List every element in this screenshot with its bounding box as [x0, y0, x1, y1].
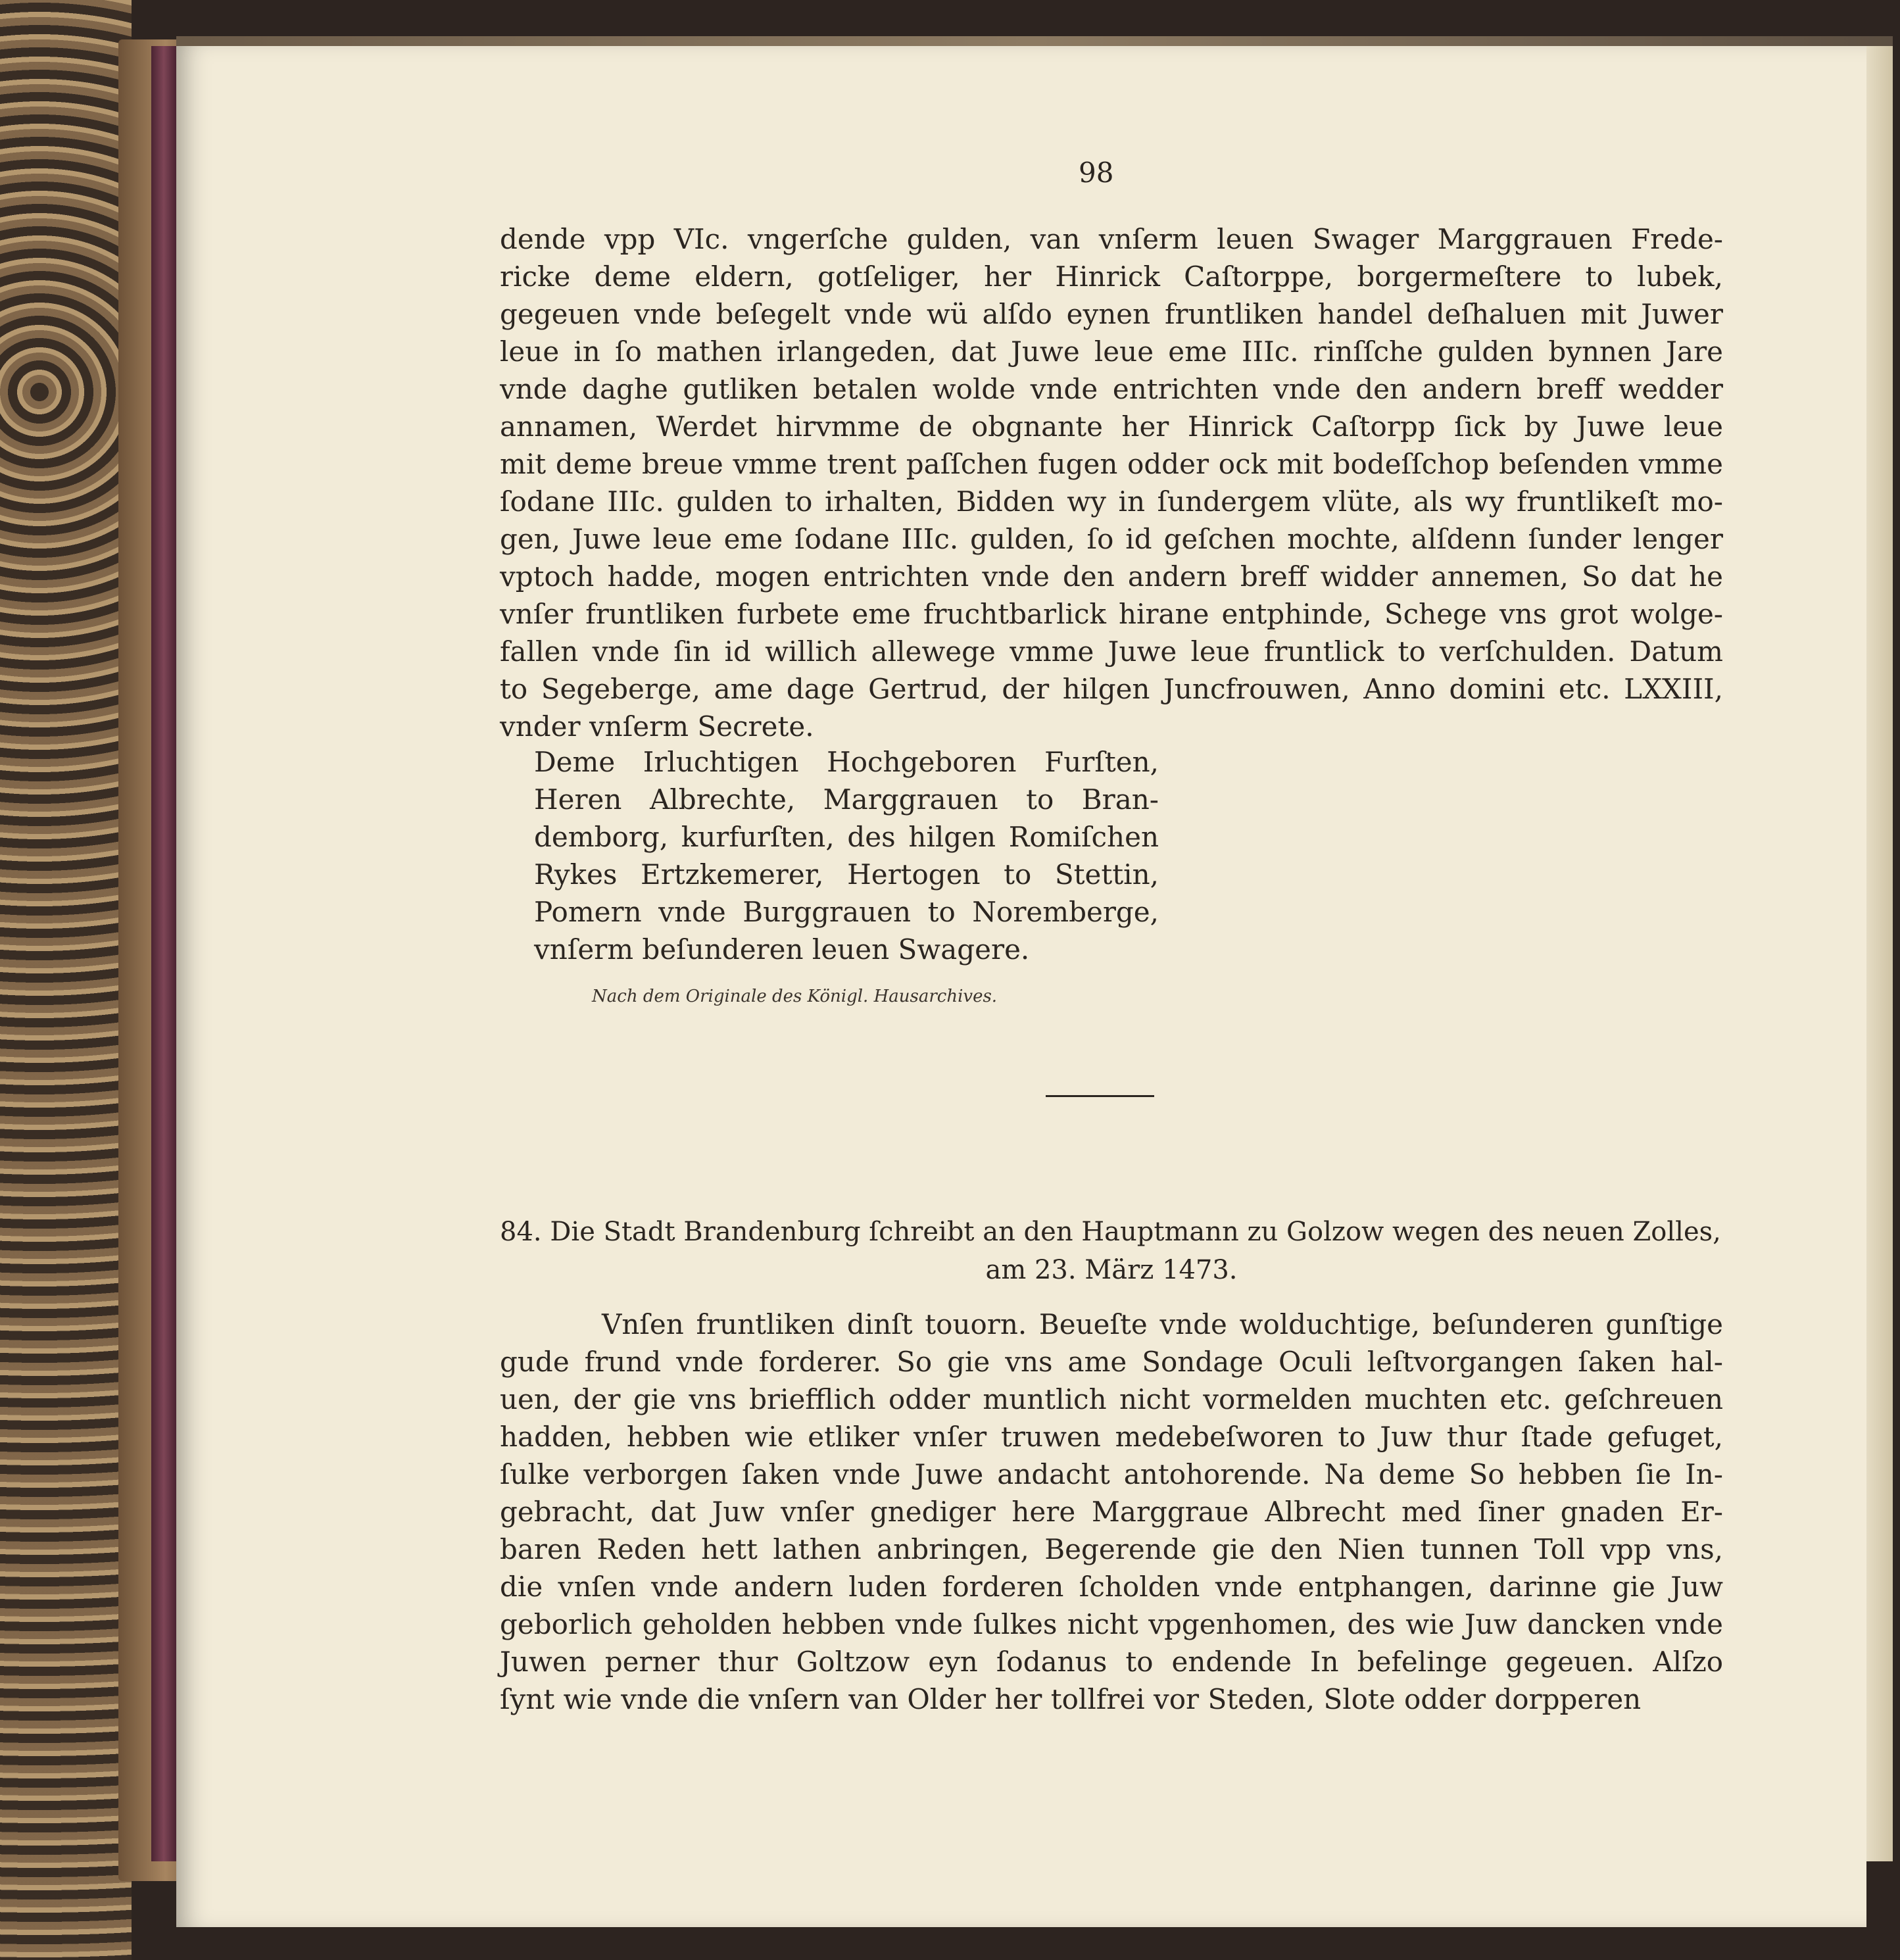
- section-divider: [1046, 1095, 1154, 1097]
- text-line: vnſer fruntliken furbete eme fruchtbarlick hirane entphinde, Schege vns grot wolge-: [500, 598, 1723, 630]
- text-line: annamen, Werdet hirvmme de obgnante her Hinrick Caſtorpp ſick by Juwe leue: [500, 410, 1723, 443]
- text-line: vnde daghe gutliken betalen wolde vnde entrichten vnde den andern breff wedder: [500, 373, 1723, 405]
- address-line: Rykes Ertzkemerer, Hertogen to Stettin,: [534, 858, 1159, 891]
- address-line: Heren Albrechte, Marggrauen to Bran-: [534, 783, 1159, 816]
- text-line: leue in ſo mathen irlangeden, dat Juwe leue eme IIIc. rinſſche gulden bynnen Jare: [500, 335, 1723, 368]
- text-line: fallen vnde ſin id willich allewege vmme Juwe leue fruntlick to verſchulden. Datum: [500, 635, 1723, 668]
- text-line: to Segeberge, ame dage Gertrud, der hilgen Juncfrouwen, Anno domini etc. LXXIII,: [500, 673, 1723, 705]
- text-line: ſulke verborgen ſaken vnde Juwe andacht antohorende. Na deme So hebben ſie In-: [500, 1458, 1723, 1490]
- address-line: Deme Irluchtigen Hochgeboren Furſten,: [534, 746, 1159, 778]
- text-line: baren Reden hett lathen anbringen, Begerende gie den Nien tunnen Toll vpp vns,: [500, 1533, 1723, 1565]
- source-note: Nach dem Originale des Königl. Hausarchives.: [592, 987, 998, 1006]
- text-line: dende vpp VIc. vngerſche gulden, van vnſerm leuen Swager Marggrauen Frede-: [500, 223, 1723, 255]
- document-heading: [500, 1217, 1723, 1285]
- text-line: gude frund vnde forderer. So gie vns ame Sondage Oculi leſtvorgangen ſaken hal-: [500, 1346, 1723, 1378]
- page-number: 98: [1079, 157, 1114, 189]
- heading-title: 84. Die Stadt Brandenburg ſchreibt an den Hauptmann zu Golzow wegen des neuen Zolles,: [500, 1217, 1721, 1247]
- text-line: gegeuen vnde beſegelt vnde wü alſdo eynen fruntliken handel deſhaluen mit Juwer: [500, 298, 1723, 330]
- text-line: hadden, hebben wie etliker vnſer truwen medebeſworen to Juw thur ſtade gefuget,: [500, 1421, 1723, 1453]
- text-line: gen, Juwe leue eme ſodane IIIc. gulden, ſo id geſchen mochte, alſdenn ſunder lenger: [500, 523, 1723, 555]
- text-line: vnder vnſerm Secrete.: [500, 710, 814, 743]
- text-line: mit deme breue vmme trent paſſchen fugen odder ock mit bodeſſchop beſenden vmme: [500, 448, 1723, 480]
- text-line: Vnſen fruntliken dinſt touorn. Beueſte vnde wolduchtige, beſunderen gunſtige: [602, 1308, 1723, 1340]
- address-line: demborg, kurfurſten, des hilgen Romiſchen: [534, 821, 1159, 853]
- text-line: uen, der gie vns briefflich odder muntlich nicht vormelden muchten etc. geſchreuen: [500, 1383, 1723, 1415]
- page-edge: [1866, 46, 1893, 1861]
- text-line: ſodane IIIc. gulden to irhalten, Bidden wy in ſundergem vlüte, als wy fruntlikeſt mo-: [500, 485, 1723, 518]
- text-line: gebracht, dat Juw vnſer gnediger here Marggraue Albrecht med ſiner gnaden Er-: [500, 1496, 1723, 1528]
- address-block: [534, 743, 1159, 968]
- book-spine: [151, 46, 176, 1861]
- heading-date: am 23. März 1473.: [985, 1255, 1238, 1285]
- text-line: vptoch hadde, mogen entrichten vnde den andern breff widder annemen, So dat he: [500, 560, 1723, 593]
- address-line: Pomern vnde Burggrauen to Noremberge,: [534, 896, 1159, 928]
- text-line: die vnſen vnde andern luden forderen ſcholden vnde entphangen, darinne gie Juw: [500, 1571, 1723, 1603]
- text-line: geborlich geholden hebben vnde ſulkes nicht vpgenhomen, des wie Juw dancken vnde: [500, 1608, 1723, 1640]
- text-line: ricke deme eldern, gotſeliger, her Hinrick Caſtorppe, borgermeſtere to lubek,: [500, 260, 1723, 293]
- second-letter-paragraph: [500, 1306, 1723, 1718]
- marbled-cover: [0, 0, 132, 1960]
- letter-paragraph: [500, 220, 1723, 745]
- address-line: vnſerm beſunderen leuen Swagere.: [534, 933, 1030, 966]
- text-line: ſynt wie vnde die vnſern van Older her tollfrei vor Steden, Slote odder dorpperen: [500, 1683, 1642, 1715]
- text-line: Juwen perner thur Goltzow eyn ſodanus to endende In befelinge gegeuen. Alſzo: [500, 1646, 1723, 1678]
